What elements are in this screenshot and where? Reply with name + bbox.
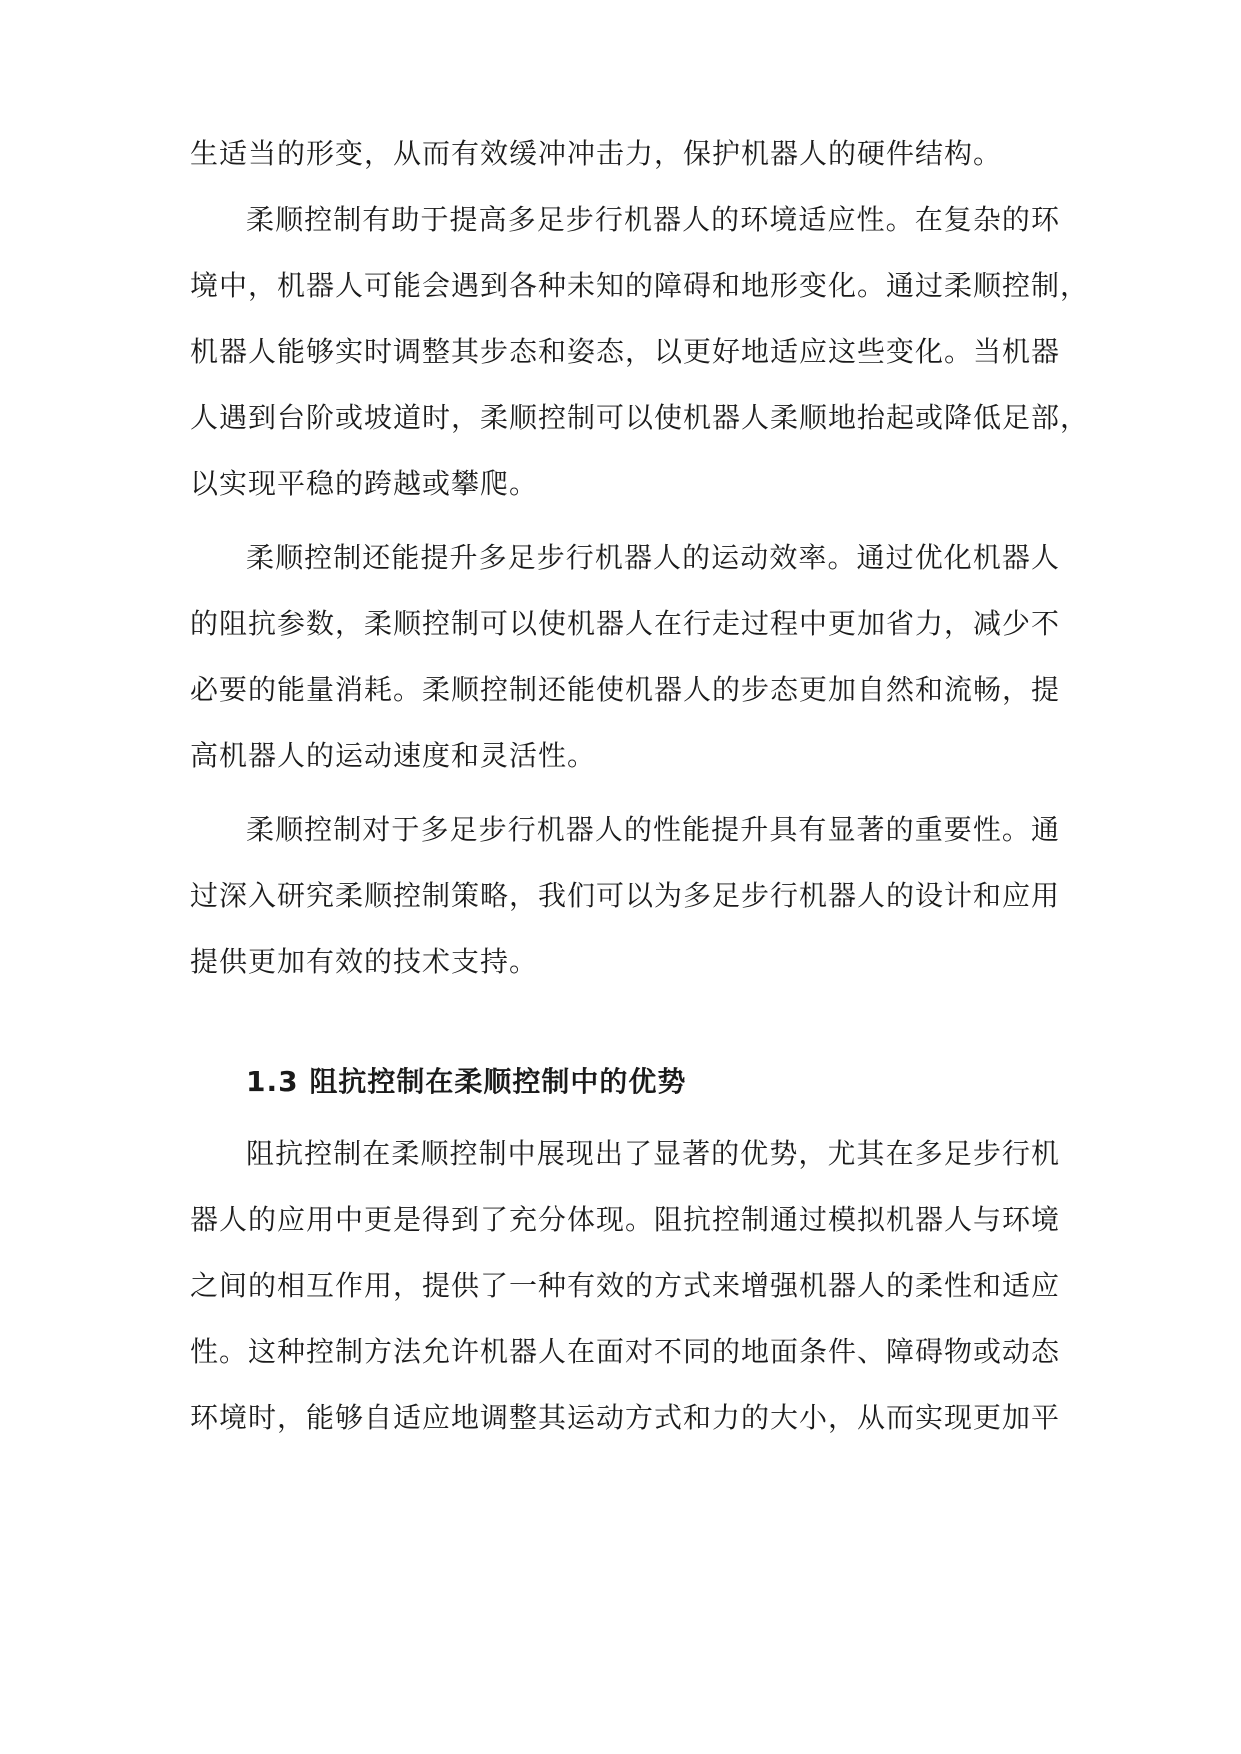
section-heading: 1.3 阻抗控制在柔顺控制中的优势 [246, 1065, 687, 1098]
paragraph-3-line-3: 必要的能量消耗。柔顺控制还能使机器人的步态更加自然和流畅，提 [190, 673, 1061, 706]
paragraph-2-line-5: 以实现平稳的跨越或攀爬。 [190, 467, 539, 500]
paragraph-4-line-3: 提供更加有效的技术支持。 [190, 945, 539, 978]
paragraph-2-line-4: 人遇到台阶或坡道时，柔顺控制可以使机器人柔顺地抬起或降低足部， [190, 401, 1090, 434]
paragraph-3-line-1: 柔顺控制还能提升多足步行机器人的运动效率。通过优化机器人 [246, 541, 1060, 574]
paragraph-2-line-2: 境中，机器人可能会遇到各种未知的障碍和地形变化。通过柔顺控制， [190, 269, 1090, 302]
section-paragraph-line-5: 环境时，能够自适应地调整其运动方式和力的大小，从而实现更加平 [190, 1401, 1061, 1434]
section-paragraph-line-2: 器人的应用中更是得到了充分体现。阻抗控制通过模拟机器人与环境 [190, 1203, 1061, 1236]
paragraph-4-line-2: 过深入研究柔顺控制策略，我们可以为多足步行机器人的设计和应用 [190, 879, 1061, 912]
section-paragraph-line-1: 阻抗控制在柔顺控制中展现出了显著的优势，尤其在多足步行机 [246, 1137, 1060, 1170]
paragraph-2-line-3: 机器人能够实时调整其步态和姿态，以更好地适应这些变化。当机器 [190, 335, 1061, 368]
section-paragraph-line-4: 性。这种控制方法允许机器人在面对不同的地面条件、障碍物或动态 [190, 1335, 1061, 1368]
paragraph-4-line-1: 柔顺控制对于多足步行机器人的性能提升具有显著的重要性。通 [246, 813, 1060, 846]
paragraph-3-line-2: 的阻抗参数，柔顺控制可以使机器人在行走过程中更加省力，减少不 [190, 607, 1061, 640]
section-paragraph-line-3: 之间的相互作用，提供了一种有效的方式来增强机器人的柔性和适应 [190, 1269, 1061, 1302]
paragraph-2-line-1: 柔顺控制有助于提高多足步行机器人的环境适应性。在复杂的环 [246, 203, 1060, 236]
paragraph-1-line-1: 生适当的形变，从而有效缓冲冲击力，保护机器人的硬件结构。 [190, 137, 1003, 170]
paragraph-3-line-4: 高机器人的运动速度和灵活性。 [190, 739, 597, 772]
